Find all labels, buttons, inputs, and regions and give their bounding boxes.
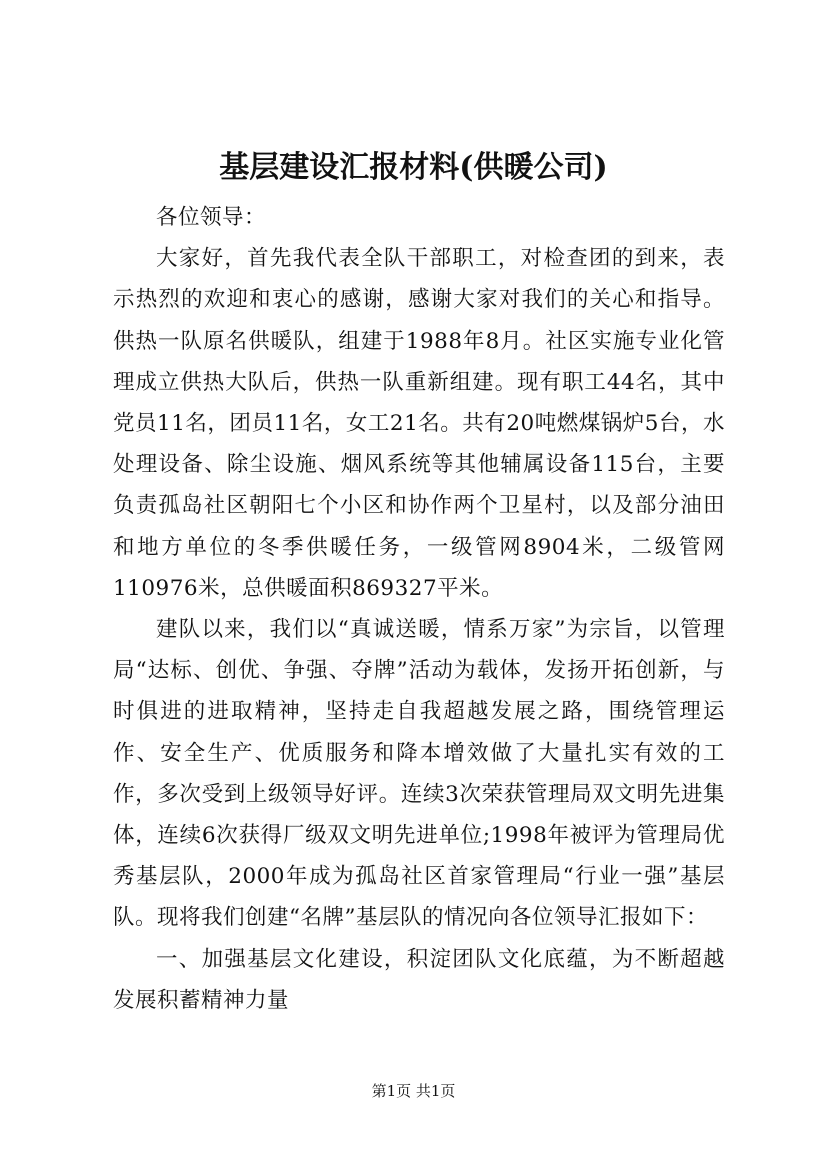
section-heading-1: 一、加强基层文化建设，积淀团队文化底蕴，为不断超越发展积蓄精神力量 [113,946,725,1013]
document-title: 基层建设汇报材料(供暖公司) [219,150,608,185]
paragraph-history: 建队以来，我们以“真诚送暖，情系万家”为宗旨，以管理局“达标、创优、争强、夺牌”活动为载体，发扬开拓创新，与时俱进的进取精神，坚持走自我超越发展之路，围绕管理运作、安全生产、优质服务和降本增效做了大量扎实有效的工作，多次受到上级领导好评。连续3次荣获管理局双文明先进集体，连续6次获得厂级双文明先进单位;1998年被评为管理局优秀基层队，2000年成为孤岛社区首家管理局“行业一强”基层队。现将我们创建“名牌”基层队的情况向各位领导汇报如下： [113,617,725,931]
salutation: 各位领导： [156,205,267,230]
page-footer: 第1页 共1页 [371,1082,456,1100]
paragraph-intro: 大家好，首先我代表全队干部职工，对检查团的到来，表示热烈的欢迎和衷心的感谢，感谢大家对我们的关心和指导。供热一队原名供暖队，组建于1988年8月。社区实施专业化管理成立供热大队后，供热一队重新组建。现有职工44名，其中党员11名，团员11名，女工21名。共有20吨燃煤锅炉5台，水处理设备、除尘设施、烟风系统等其他辅属设备115台，主要负责孤岛社区朝阳七个小区和协作两个卫星村，以及部分油田和地方单位的冬季供暖任务，一级管网8904米，二级管网110976米，总供暖面积869327平米。 [113,246,725,601]
document-body [113,197,725,1021]
